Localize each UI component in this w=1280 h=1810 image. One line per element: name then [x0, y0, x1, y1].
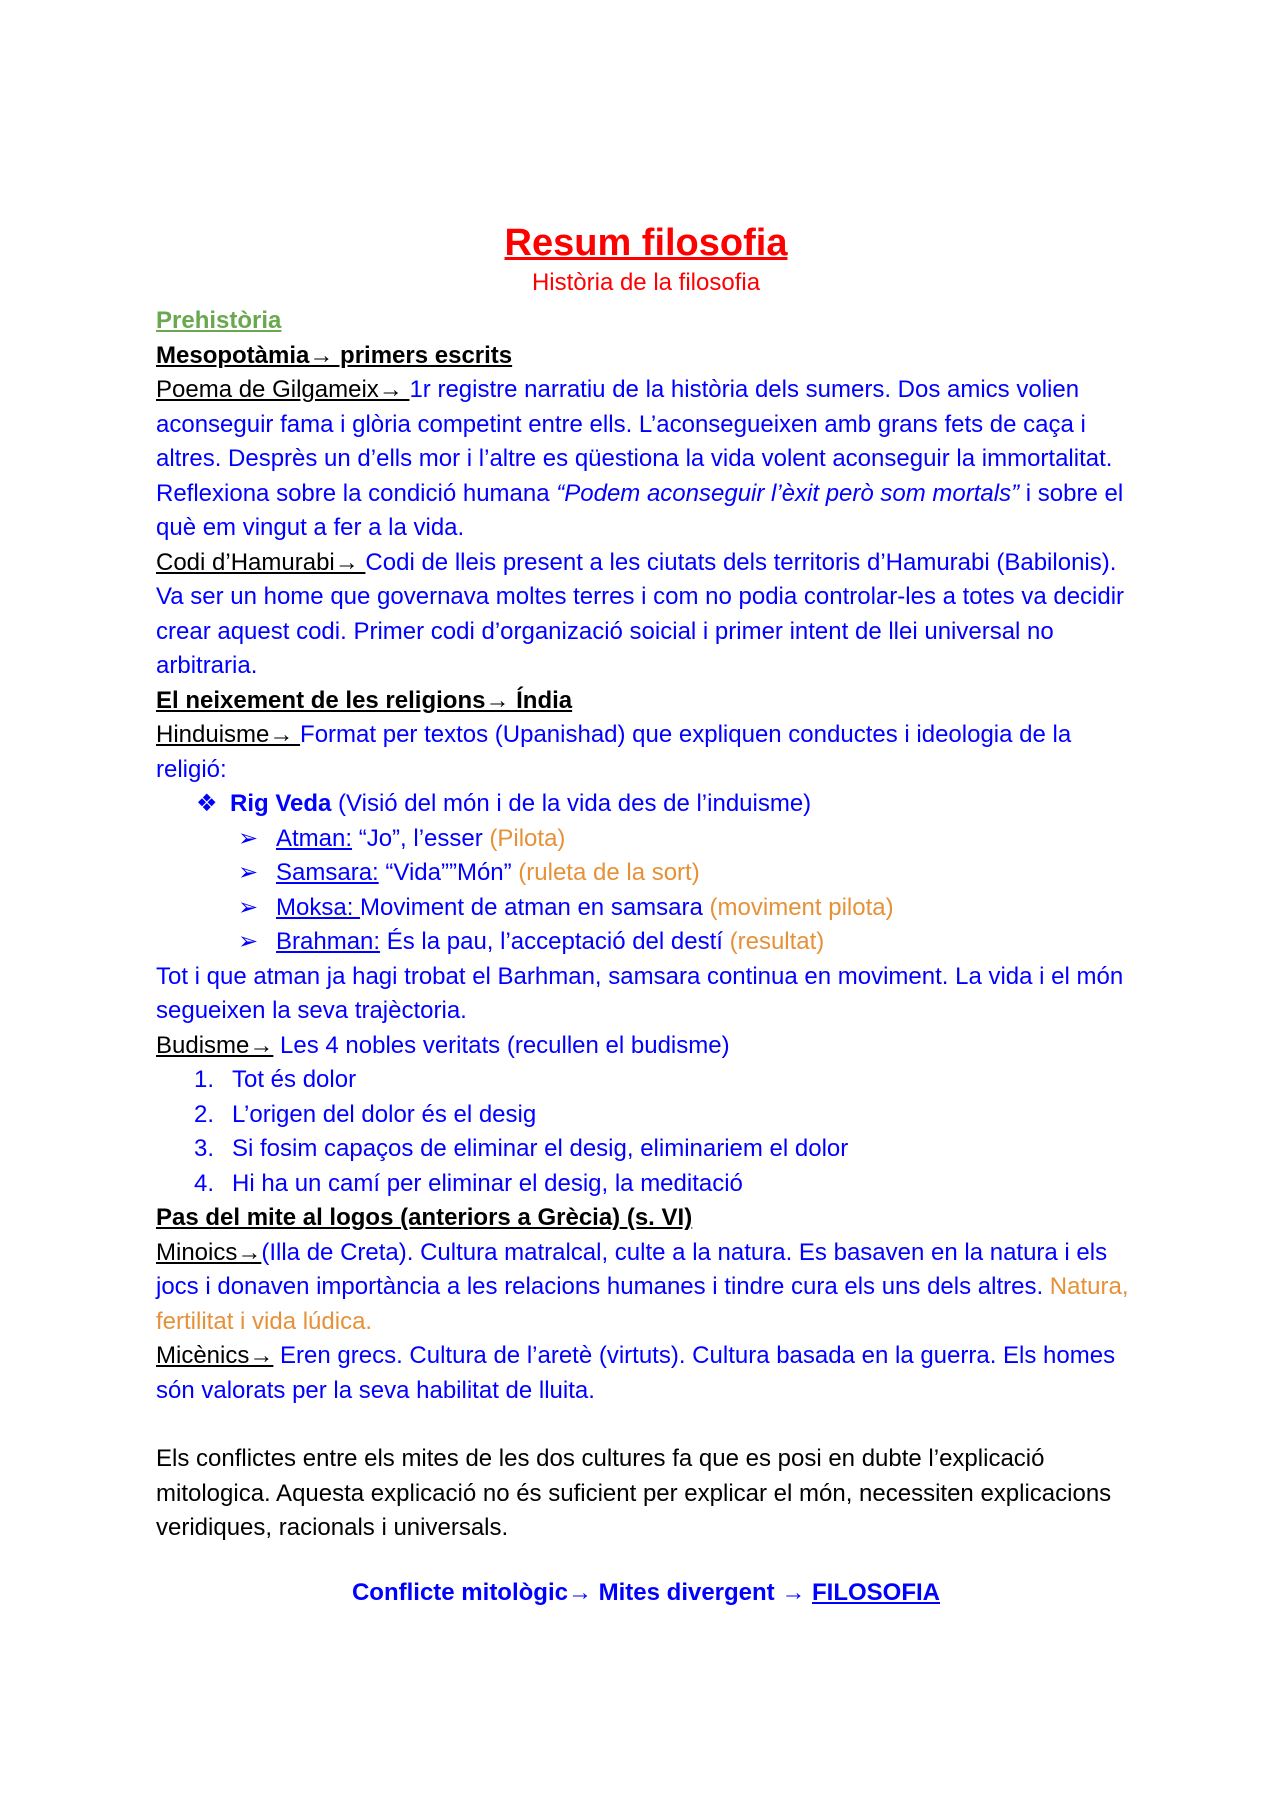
- minoics-paragraph: Minoics→(Illa de Creta). Cultura matralcal, culte a la natura. Es basaven en la natura i els jocs i donaven importància a les relacions humanes i tindre cura els uns dels altres. Natura, fertilitat i vida lúdica.: [156, 1238, 1129, 1335]
- noble-truths-list: [156, 1063, 1136, 1201]
- filosofia-link: FILOSOFIA: [812, 1578, 941, 1606]
- arrow-bullet-icon: ➢: [238, 859, 259, 886]
- page-title: Resum filosofia: [504, 222, 788, 264]
- hamurabi-paragraph: Codi d’Hamurabi→ Codi de lleis present a les ciutats dels territoris d’Hamurabi (Babilonis). Va ser un home que governava moltes terres i com no podia controlar-les a totes va decidir crear aquest codi. Primer codi d’organizació soicial i primer intent de llei universal no arbitraria.: [156, 548, 1125, 679]
- prehistoria-label: Prehistòria: [156, 307, 282, 334]
- hinduisme-label: Hinduisme→: [156, 721, 301, 748]
- minoics-note: Natura, fertilitat i vida lúdica.: [156, 1273, 1129, 1335]
- conflict-paragraph: Els conflictes entre els mites de les dos cultures fa que es posi en dubte l’explicació mitologica. Aquesta explicació no és suficient per explicar el món, necessiten explicacions veridiques, racionals i universals.: [156, 1445, 1112, 1541]
- logos-heading: Pas del mite al logos (anteriors a Grècia) (s. VI): [156, 1204, 693, 1231]
- list-item: ❖ Rig Veda (Visió del món i de la vida des de l’induisme): [196, 787, 1136, 822]
- diamond-bullet-icon: ❖: [196, 790, 218, 817]
- list-item: ➢ Brahman: És la pau, l’acceptació del destí (resultat): [238, 925, 1136, 960]
- minoics-label: Minoics→: [156, 1238, 262, 1266]
- religions-heading: El neixement de les religions→ Índia: [156, 686, 573, 714]
- hamurabi-label: Codi d’Hamurabi→: [156, 548, 366, 576]
- page-subtitle: Història de la filosofia: [531, 269, 761, 296]
- budisme-paragraph: Budisme→ Les 4 nobles veritats (recullen el budisme): [156, 1031, 730, 1059]
- arrow-bullet-icon: ➢: [238, 824, 259, 852]
- list-item: 2. L’origen del dolor és el desig: [194, 1100, 537, 1128]
- budisme-label: Budisme→: [156, 1031, 274, 1059]
- mesopotamia-heading: Mesopotàmia→ primers escrits: [156, 341, 513, 369]
- gilgamesh-quote: “Podem aconseguir l’èxit però som mortals”: [556, 479, 1020, 507]
- document-page: [156, 218, 1136, 1610]
- gilgamesh-paragraph: Poema de Gilgameix→ 1r registre narratiu de la història dels sumers. Dos amics volien aconseguir fama i glòria competint entre ells. L’aconsegueixen amb grans fets de caça i altres. Desprès un d’ells mor i l’altre es qüestiona la vida volent aconseguir la immortalitat. Reflexiona sobre la condició humana “Podem aconseguir l’èxit però som mortals” i sobre el què em vingut a fer a la vida.: [156, 376, 1124, 541]
- rigveda-list: [156, 787, 1136, 822]
- list-item: 4. Hi ha un camí per eliminar el desig, la meditació: [194, 1169, 743, 1197]
- rigveda-title: Rig Veda: [230, 790, 332, 817]
- arrow-bullet-icon: ➢: [238, 893, 259, 921]
- gilgamesh-label: Poema de Gilgameix→: [156, 376, 410, 403]
- list-item: 3. Si fosim capaços de eliminar el desig, eliminariem el dolor: [194, 1135, 849, 1162]
- hinduisme-paragraph: Hinduisme→ Format per textos (Upanishad) que expliquen conductes i ideologia de la religió:: [156, 721, 1072, 783]
- spacer: [156, 1408, 1136, 1442]
- list-item: ➢ Moksa: Moviment de atman en samsara (moviment pilota): [238, 891, 1136, 926]
- micenics-label: Micènics→: [156, 1342, 274, 1369]
- list-item: ➢ Atman: “Jo”, l’esser (Pilota): [238, 822, 1136, 857]
- section-heading-prehistoria: [156, 304, 1136, 339]
- list-item: ➢ Samsara: “Vida””Món” (ruleta de la sort): [238, 856, 1136, 891]
- final-summary: Conflicte mitològic→ Mites divergent → FILOSOFIA: [351, 1578, 941, 1606]
- list-item: 1. Tot és dolor: [194, 1066, 357, 1093]
- arrow-bullet-icon: ➢: [238, 928, 259, 955]
- hindu-concepts-list: [156, 822, 1136, 960]
- atman-paragraph: Tot i que atman ja hagi trobat el Barhman, samsara continua en moviment. La vida i el món segueixen la seva trajèctoria.: [156, 962, 1124, 1024]
- micenics-paragraph: Micènics→ Eren grecs. Cultura de l’aretè (virtuts). Cultura basada en la guerra. Els homes són valorats per la seva habilitat de lluita.: [156, 1342, 1116, 1404]
